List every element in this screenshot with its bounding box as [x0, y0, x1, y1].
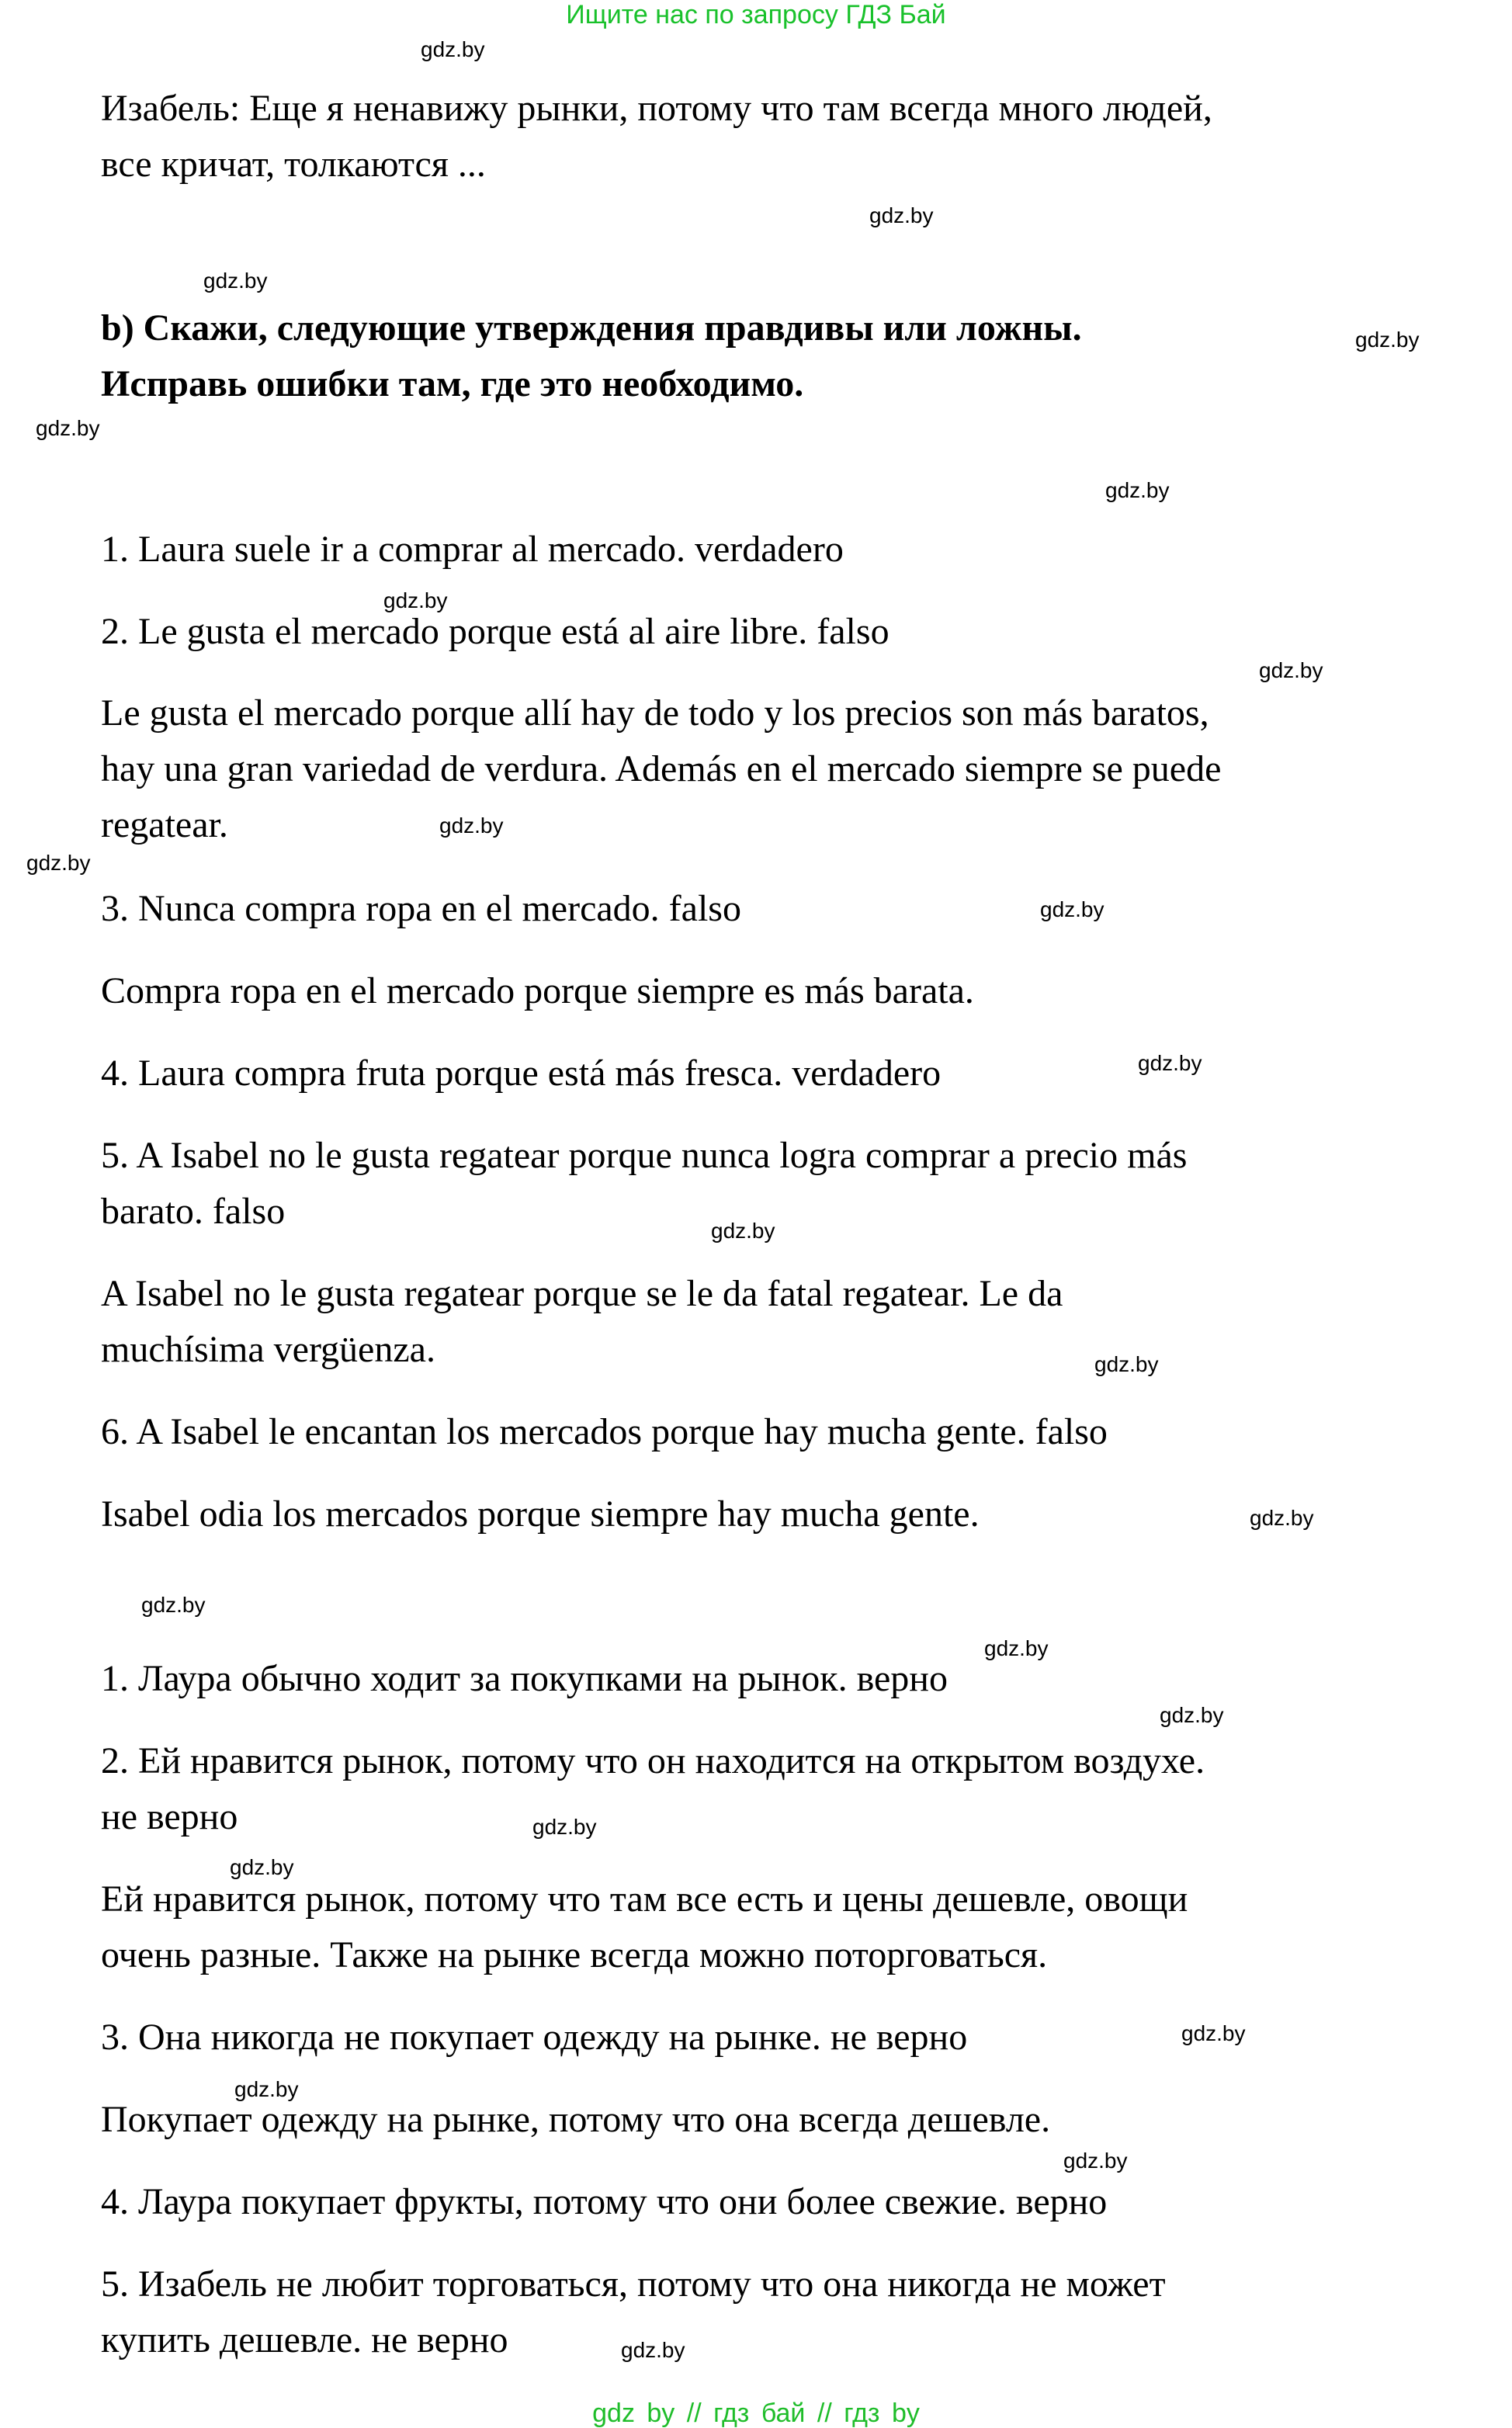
watermark: gdz.by: [36, 416, 100, 440]
translation-line: не верно: [101, 1796, 238, 1837]
watermark: gdz.by: [203, 269, 268, 293]
translation-line: 5. Изабель не любит торговаться, потому что она никогда не может: [101, 2263, 1166, 2305]
watermark: gdz.by: [234, 2077, 299, 2101]
translation-line: 2. Ей нравится рынок, потому что он находится на открытом воздухе.: [101, 1740, 1205, 1781]
watermark: gdz.by: [984, 1636, 1049, 1660]
answer-line: 1. Laura suele ir a comprar al mercado. verdadero: [101, 529, 844, 570]
task-heading: Исправь ошибки там, где это необходимо.: [101, 363, 804, 404]
translation-line: Покупает одежду на рынке, потому что она всегда дешевле.: [101, 2099, 1051, 2140]
watermark: gdz.by: [1138, 1051, 1202, 1075]
watermark: gdz.by: [1063, 2149, 1128, 2173]
watermark: gdz.by: [1355, 328, 1420, 352]
translation-line: купить дешевле. не верно: [101, 2319, 508, 2360]
watermark: gdz.by: [230, 1855, 294, 1879]
watermark: gdz.by: [711, 1219, 775, 1243]
translation-line: Ей нравится рынок, потому что там все есть и цены дешевле, овощи: [101, 1878, 1188, 1920]
correction-line: A Isabel no le gusta regatear porque se le da fatal regatear. Le da: [101, 1273, 1063, 1314]
dialogue-line: все кричат, толкаются ...: [101, 144, 486, 185]
watermark: gdz.by: [1250, 1506, 1314, 1530]
translation-line: 3. Она никогда не покупает одежду на рынке. не верно: [101, 2017, 968, 2058]
watermark: gdz.by: [1181, 2021, 1246, 2045]
translation-line: 4. Лаура покупает фрукты, потому что они более свежие. верно: [101, 2181, 1108, 2222]
watermark: gdz.by: [383, 588, 448, 612]
answer-line: 4. Laura compra fruta porque está más fresca. verdadero: [101, 1053, 942, 1094]
footer-links: gdz by // гдз бай // гдз by: [592, 2399, 920, 2428]
answer-line: 2. Le gusta el mercado porque está al aire libre. falso: [101, 611, 890, 652]
answer-line: 3. Nunca compra ropa en el mercado. falso: [101, 888, 741, 929]
translation-line: очень разные. Также на рынке всегда можно поторговаться.: [101, 1934, 1048, 1975]
watermark: gdz.by: [1094, 1352, 1159, 1376]
watermark: gdz.by: [141, 1593, 206, 1617]
correction-line: hay una gran variedad de verdura. Además en el mercado siempre se puede: [101, 748, 1222, 789]
watermark: gdz.by: [532, 1815, 597, 1839]
answer-line: barato. falso: [101, 1191, 286, 1232]
dialogue-line: Изабель: Еще я ненавижу рынки, потому что там всегда много людей,: [101, 88, 1212, 129]
watermark: gdz.by: [621, 2338, 685, 2362]
answer-line: 6. A Isabel le encantan los mercados porque hay mucha gente. falso: [101, 1411, 1108, 1452]
watermark: gdz.by: [1105, 478, 1170, 502]
watermark: gdz.by: [26, 851, 91, 875]
watermark: gdz.by: [1160, 1703, 1224, 1727]
watermark: gdz.by: [439, 813, 504, 838]
watermark: gdz.by: [1040, 897, 1105, 921]
correction-line: muchísima vergüenza.: [101, 1329, 435, 1370]
watermark: gdz.by: [421, 37, 485, 61]
translation-line: 1. Лаура обычно ходит за покупками на рынок. верно: [101, 1658, 948, 1699]
correction-line: Isabel odia los mercados porque siempre hay mucha gente.: [101, 1493, 980, 1535]
task-heading: b) Скажи, следующие утверждения правдивы или ложны.: [101, 307, 1082, 349]
search-hint-header: Ищите нас по запросу ГДЗ Бай: [566, 0, 946, 29]
correction-line: Le gusta el mercado porque allí hay de todo y los precios son más baratos,: [101, 692, 1209, 734]
watermark: gdz.by: [869, 203, 934, 227]
correction-line: regatear.: [101, 804, 228, 845]
watermark: gdz.by: [1259, 658, 1323, 682]
correction-line: Compra ropa en el mercado porque siempre es más barata.: [101, 970, 974, 1011]
answer-line: 5. A Isabel no le gusta regatear porque nunca logra comprar a precio más: [101, 1135, 1188, 1176]
